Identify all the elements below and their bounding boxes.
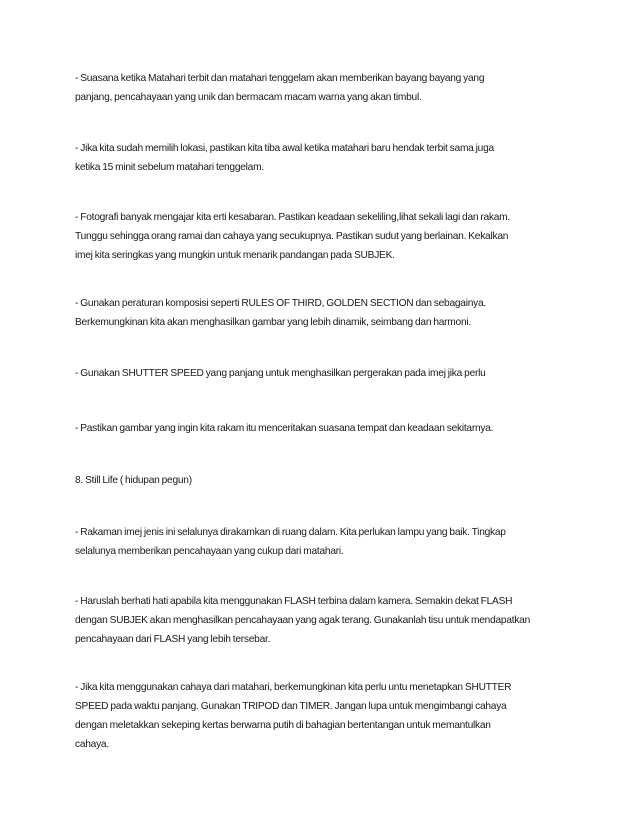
section-heading-still-life bbox=[75, 471, 567, 490]
text-line: SPEED pada waktu panjang. Gunakan TRIPOD dan TIMER. Jangan lupa untuk mengimbangi cahaya bbox=[75, 701, 507, 712]
paragraph-flash-usage bbox=[75, 592, 567, 649]
text-line: selalunya memberikan pencahayaan yang cukup dari matahari. bbox=[75, 546, 344, 557]
text-line: - Jika kita menggunakan cahaya dari matahari, berkemungkinan kita perlu untu menetapkan SHUTTER bbox=[75, 682, 512, 693]
text-line: - Gunakan SHUTTER SPEED yang panjang untuk menghasilkan pergerakan pada imej jika perlu bbox=[75, 368, 486, 379]
text-line: - Pastikan gambar yang ingin kita rakam itu menceritakan suasana tempat dan keadaan sekitarnya. bbox=[75, 423, 494, 434]
text-line: - Jika kita sudah memilih lokasi, pastikan kita tiba awal ketika matahari baru hendak terbit sama juga bbox=[75, 143, 494, 154]
text-line: 8. Still Life ( hidupan pegun) bbox=[75, 475, 192, 486]
text-line: imej kita seringkas yang mungkin untuk menarik pandangan pada SUBJEK. bbox=[75, 250, 395, 261]
paragraph-sunrise-sunset bbox=[75, 69, 567, 107]
paragraph-shutter-speed bbox=[75, 364, 567, 383]
text-line: dengan meletakkan sekeping kertas berwarna putih di bahagian bertentangan untuk memantulkan bbox=[75, 720, 491, 731]
paragraph-patience bbox=[75, 208, 567, 265]
paragraph-tell-story bbox=[75, 419, 567, 438]
text-line: - Haruslah berhati hati apabila kita menggunakan FLASH terbina dalam kamera. Semakin dekat FLASH bbox=[75, 596, 513, 607]
text-line: Tunggu sehingga orang ramai dan cahaya yang secukupnya. Pastikan sudut yang berlainan. Kekalkan bbox=[75, 231, 509, 242]
text-line: dengan SUBJEK akan menghasilkan pencahayaan yang agak terang. Gunakanlah tisu untuk mendapatkan bbox=[75, 615, 530, 626]
paragraph-composition-rules bbox=[75, 294, 567, 332]
text-line: - Suasana ketika Matahari terbit dan matahari tenggelam akan memberikan bayang bayang yang bbox=[75, 73, 485, 84]
text-line: pencahayaan dari FLASH yang lebih tersebar. bbox=[75, 634, 271, 645]
text-line: - Fotografi banyak mengajar kita erti kesabaran. Pastikan keadaan sekeliling,lihat sekali lagi dan rakam. bbox=[75, 212, 510, 223]
text-line: - Gunakan peraturan komposisi seperti RULES OF THIRD, GOLDEN SECTION dan sebagainya. bbox=[75, 298, 486, 309]
text-line: - Rakaman imej jenis ini selalunya dirakamkan di ruang dalam. Kita perlukan lampu yang baik. Tingkap bbox=[75, 527, 506, 538]
text-line: ketika 15 minit sebelum matahari tenggelam. bbox=[75, 162, 264, 173]
paragraph-sunlight-tripod bbox=[75, 678, 567, 754]
text-line: cahaya. bbox=[75, 739, 109, 750]
text-line: Berkemungkinan kita akan menghasilkan gambar yang lebih dinamik, seimbang dan harmoni. bbox=[75, 317, 471, 328]
paragraph-arrive-early bbox=[75, 139, 567, 177]
text-line: panjang, pencahayaan yang unik dan bermacam macam warna yang akan timbul. bbox=[75, 92, 422, 103]
paragraph-indoor-lighting bbox=[75, 523, 567, 561]
